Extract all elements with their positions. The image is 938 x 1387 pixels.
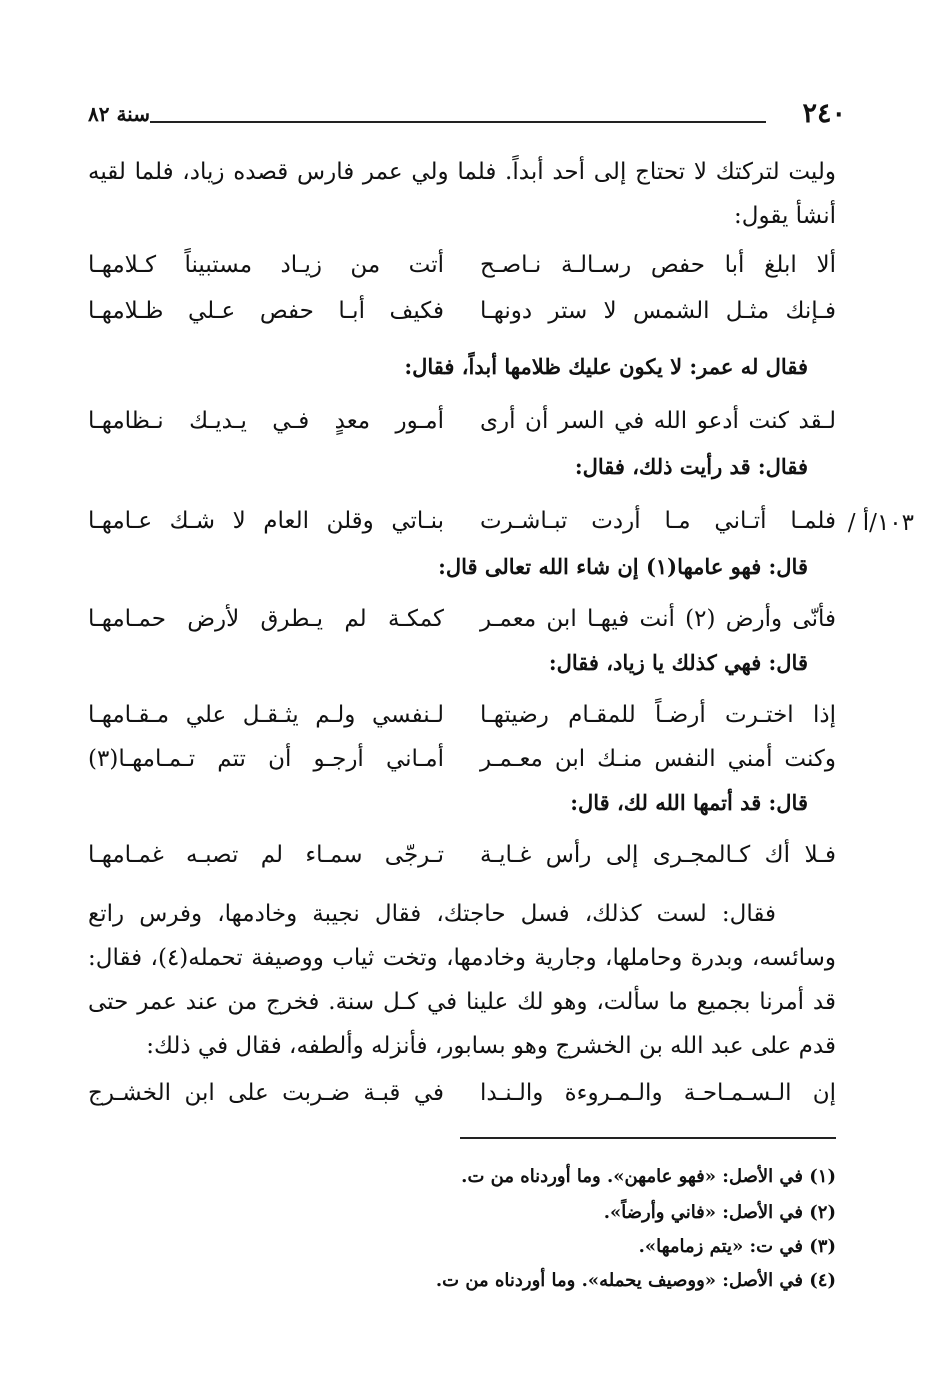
verse-first-hemistich: فـإنك مثـل الشمس لا ستر دونهـا xyxy=(480,298,836,324)
verse-second-hemistich: كمكـة لم يـطرق لأرض حمـامهـا xyxy=(88,606,444,632)
verse-first-hemistich: فأنّى وأرض (٢) أنت فيهـا ابن معمـر xyxy=(480,606,836,632)
verse-first-hemistich: فلمـا أتـاني مـا أردت تبـاشـرت xyxy=(480,508,836,534)
verse-second-hemistich: أمـاني أرجـو أن تتم تـمـامهـا(٣) xyxy=(88,746,444,772)
verse-second-hemistich: في قبـة ضـربت على ابن الخشـرج xyxy=(88,1080,444,1106)
verse-line xyxy=(88,746,836,792)
verse-second-hemistich: أتت من زيـاد مستبيناً كـلامهـا xyxy=(88,252,444,278)
page-number: ٢٤٠ xyxy=(802,98,846,129)
narrative-line: قال: فهي كذلك يا زياد، فقال: xyxy=(548,650,808,675)
narrative-line: قال: فهو عامها(١) إن شاء الله تعالى قال: xyxy=(438,554,808,579)
verse-first-hemistich: لـقد كنت أدعو الله في السر أن أرى xyxy=(480,408,836,434)
verse-second-hemistich: بنـاتي وقلن العام لا شـك عـامهـا xyxy=(88,508,444,534)
body-paragraph: فقال: لست كذلك، فسل حاجتك، فقال نجيبة وخادمها، وفرس راتع وسائسه، وبدرة وحاملها، وجارية وخادمها، وتخت ثياب ووصيفة تحمله(٤)، فقال: قد أمرنا بجميع ما سألت، وهو لك علينا في كـل سنة. فخرج من عند عمر حتى قدم على عبد الله بن الخشرج وهو بسابور، فأنزله وألطفه، فقال في ذلك: xyxy=(88,901,836,1059)
verse-first-hemistich: إن الـسـمـاحـة والـمـروءة والـنـدا xyxy=(480,1080,836,1106)
intro-paragraph: وليت لتركتك لا تحتاج إلى أحد أبداً. فلما ولي عمر فارس قصده زياد، فلما لقيه أنشأ يقول: xyxy=(88,159,836,229)
footnote-rule xyxy=(460,1137,836,1139)
verse-line xyxy=(88,408,836,454)
header-rule xyxy=(150,121,766,123)
verse-second-hemistich: تـرجّى سمـاء لم تصبـه غمـامهـا xyxy=(88,842,444,868)
narrative-line: فقال له عمر: لا يكون عليك ظلامها أبداً، فقال: xyxy=(404,354,808,379)
margin-folio-note: ١٠٣/أ / xyxy=(847,510,914,536)
verse-line xyxy=(88,702,836,748)
verse-line xyxy=(88,1080,836,1126)
footnote: (٤) في الأصل: «ووصيف يحمله». وما أوردناه من ت. xyxy=(435,1270,836,1291)
verse-first-hemistich: فـلا أك كـالمجـرى إلى رأس غـايـة xyxy=(480,842,836,868)
verse-second-hemistich: لـنفسي ولـم يثـقـل علي مـقـامهـا xyxy=(88,702,444,728)
verse-line xyxy=(88,508,836,554)
verse-line xyxy=(88,842,836,888)
verse-line xyxy=(88,606,836,652)
narrative-line: فقال: قد رأيت ذلك، فقال: xyxy=(574,454,808,479)
verse-first-hemistich: ألا ابلغ أبا حفص رسـالـة نـاصـح xyxy=(480,252,836,278)
verse-line xyxy=(88,252,836,298)
footnote: (٢) في الأصل: «فاني وأرضاً». xyxy=(603,1202,836,1223)
narrative-line: قال: قد أتمها الله لك، قال: xyxy=(570,790,808,815)
verse-first-hemistich: إذا اختـرت أرضـاً للمقـام رضيتهـا xyxy=(480,702,836,728)
verse-line xyxy=(88,298,836,344)
verse-first-hemistich: وكنت أمني النفس منـك ابن معـمـر xyxy=(480,746,836,772)
footnote: (١) في الأصل: «فهو عامهن». وما أوردناه من ت. xyxy=(461,1166,836,1187)
verse-second-hemistich: أمـور معدٍ فـي يـديـك نـظامهـا xyxy=(88,408,444,434)
verse-second-hemistich: فكيف أبـا حفص عـلي ظـلامهـا xyxy=(88,298,444,324)
running-header-year: سنة ٨٢ xyxy=(88,102,150,126)
footnote: (٣) في ت: «يتم زمامها». xyxy=(638,1236,836,1257)
